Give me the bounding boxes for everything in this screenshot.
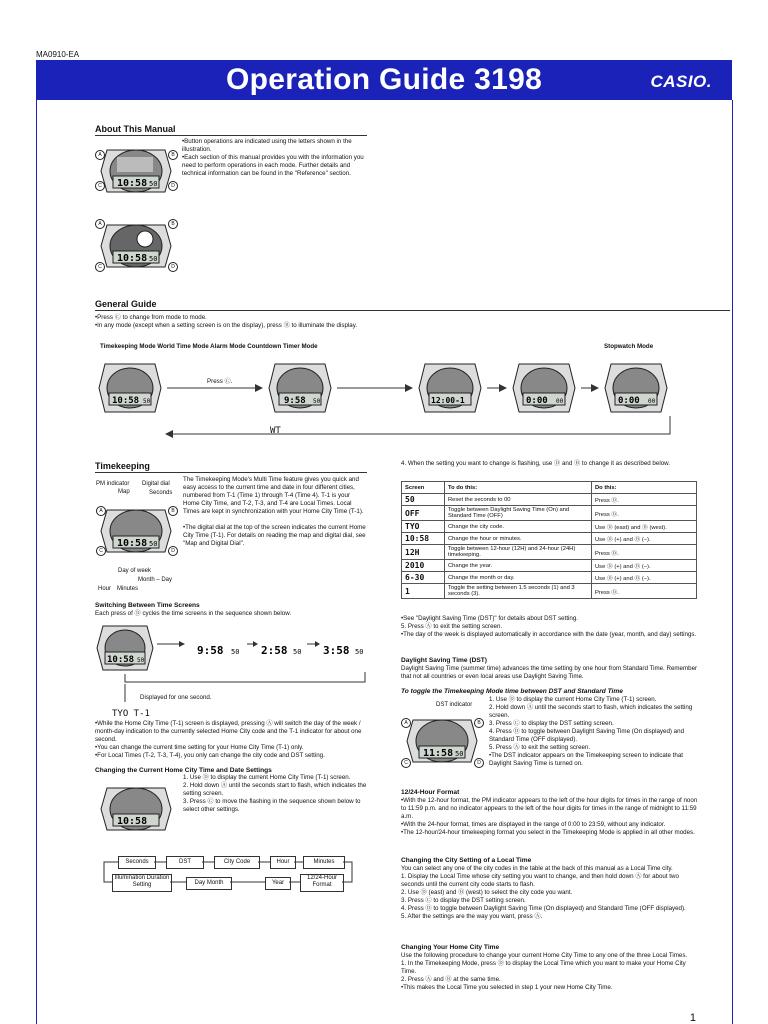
table-cell: 2010 [402, 560, 445, 572]
city-step: 4. Press Ⓓ to toggle between Daylight Saving Time (On displayed) and Standard Time (OFF displayed). [401, 905, 686, 912]
dst-text: Daylight Saving Time (summer time) advances the time setting by one hour from Standard Time. Remember that not all countries or even local areas use Daylight Saving Time. [401, 665, 698, 680]
flow-day-month: Day Month [186, 877, 232, 890]
svg-text:00: 00 [556, 398, 564, 405]
flow-year: Year [265, 877, 291, 890]
time-screens-diagram [95, 622, 375, 712]
table-row [402, 494, 697, 506]
home-step: Use the following procedure to change your current Home City Time to any one of the three Local Times. [401, 952, 688, 959]
casio-logo: CASIO. [650, 72, 712, 91]
dst-heading: Daylight Saving Time (DST) [401, 657, 487, 664]
home-step: 2. Press Ⓐ and Ⓑ at the same time. [401, 976, 501, 983]
button-c: C [401, 758, 411, 768]
after-table-notes [401, 615, 701, 639]
change-step: 3. Press Ⓒ to move the flashing in the sequence shown below to select other settings. [183, 798, 361, 813]
mode-watch-world-time [269, 364, 331, 412]
table-cell: Change the year. [445, 560, 592, 572]
table-cell: 6-30 [402, 572, 445, 584]
watch-illustration-top [95, 140, 177, 202]
general-bullet: •Press Ⓒ to change from mode to mode. [95, 314, 207, 321]
table-header: To do this: [445, 482, 592, 494]
svg-text:50: 50 [137, 657, 145, 664]
button-b: B [168, 219, 178, 229]
dst-step: 4. Press Ⓓ to toggle between Daylight Saving Time (On displayed) and Standard Time (OFF displayed). [489, 728, 685, 743]
step-4-text: 4. When the setting you want to change is flashing, use Ⓓ and Ⓑ to change it as described below. [401, 460, 670, 467]
mode-names: Timekeeping Mode World Time Mode Alarm Mode Countdown Timer Mode [100, 343, 318, 350]
about-rule [95, 135, 367, 136]
home-note: •You can change the current time setting for your Home City Time (T-1) only. [95, 744, 304, 751]
flow-dst: DST [166, 856, 204, 869]
svg-text:50: 50 [231, 648, 240, 656]
dst-step: 3. Press Ⓒ to display the DST setting screen. [489, 720, 614, 727]
svg-text:9:58: 9:58 [284, 396, 306, 406]
svg-text:10:58: 10:58 [117, 816, 148, 827]
change-step: 1. Use Ⓓ to display the current Home City Time (T-1) screen. [183, 774, 351, 781]
timekeeping-rule [95, 472, 367, 473]
button-c: C [95, 262, 105, 272]
city-step: You can select any one of the city codes in the table at the back of this manual as a Local Time city. [401, 865, 673, 872]
table-cell: Change the month or day. [445, 572, 592, 584]
mode-watch-alarm [419, 364, 481, 412]
about-heading: About This Manual [95, 124, 176, 134]
page-title: Operation Guide 3198 [226, 63, 543, 96]
about-bullet: •Each section of this manual provides you with the information you need to perform operations in each mode. Further details and technical information can be found in the "Reference" section. [182, 154, 364, 177]
label-hour: Hour [98, 586, 112, 592]
watch-illustration-dst [401, 710, 483, 772]
button-d: D [474, 758, 484, 768]
h1224-heading: 12/24-Hour Format [401, 789, 460, 796]
svg-text:12:00-1: 12:00-1 [431, 396, 465, 405]
city-steps [401, 865, 701, 921]
city-step: 3. Press Ⓒ to display the DST setting screen. [401, 897, 526, 904]
table-row [402, 506, 697, 521]
table-cell: Press Ⓓ. [592, 506, 697, 521]
table-row [402, 521, 697, 533]
flow-city-code: City Code [214, 856, 260, 869]
table-cell: TYO [402, 521, 445, 533]
table-cell: 50 [402, 494, 445, 506]
dst-toggle-heading: To toggle the Timekeeping Mode time between DST and Standard Time [401, 688, 623, 695]
home-note: •While the Home City Time (T-1) screen is displayed, pressing Ⓐ will switch the day of the week / month-day indication to the currently selected Home City code and the T-1 indicator for about one second. [95, 720, 362, 743]
dst-steps [489, 696, 701, 768]
city-step: 1. Display the Local Time whose city setting you want to change, and then hold down Ⓐ for about two seconds until the current city code starts to flash. [401, 873, 679, 888]
timekeeping-intro: The Timekeeping Mode's Multi Time feature gives you quick and easy access to the current time and date in four different cities, numbered from T-1 (Time 1) through T-4 (Time 4). T-1 is your Home City Time, and T-2, T-3, and T-4 are Local Times. Local Times are kept in synchronization with your Home City Time (T-1). [183, 476, 364, 515]
t1-watch [97, 626, 153, 670]
switch-text: Each press of Ⓓ cycles the time screens in the sequence shown below. [95, 610, 292, 617]
switch-heading: Switching Between Time Screens [95, 602, 200, 609]
button-b: B [474, 718, 484, 728]
button-c: C [96, 546, 106, 556]
table-row [402, 572, 697, 584]
table-row [402, 560, 697, 572]
settings-table [401, 481, 697, 599]
svg-text:10:58: 10:58 [117, 538, 148, 549]
home-step: •This makes the Local Time you selected in step 1 your new Home City Time. [401, 984, 613, 991]
svg-text:00: 00 [648, 398, 656, 405]
flow-minutes: Minutes [303, 856, 345, 869]
svg-text:50: 50 [149, 180, 158, 188]
button-a: A [95, 150, 105, 160]
svg-text:3:58: 3:58 [323, 644, 350, 657]
table-header: Do this: [592, 482, 697, 494]
flow-seconds: Seconds [118, 856, 156, 869]
title-bar [36, 60, 732, 100]
svg-text:11:58: 11:58 [423, 748, 454, 759]
home-heading: Changing Your Home City Time [401, 944, 500, 951]
flow-12-24-format: 12/24-Hour Format [300, 874, 344, 892]
after-table-note: •The day of the week is displayed automatically in accordance with the date (year, month, and day) settings. [401, 631, 697, 638]
svg-text:50: 50 [355, 648, 364, 656]
about-bullet: •Button operations are indicated using the letters shown in the illustration. [182, 138, 352, 153]
button-a: A [96, 506, 106, 516]
table-cell: 12H [402, 545, 445, 560]
table-row [402, 584, 697, 599]
svg-text:0:00: 0:00 [526, 396, 548, 406]
svg-text:50: 50 [313, 398, 321, 405]
svg-text:2:58: 2:58 [261, 644, 288, 657]
svg-text:0:00: 0:00 [618, 396, 640, 406]
general-rule [95, 310, 730, 311]
svg-text:10:58: 10:58 [117, 178, 148, 189]
general-bullet: •In any mode (except when a setting screen is on the display), press Ⓑ to illuminate the display. [95, 322, 358, 329]
flow-hour: Hour [270, 856, 296, 869]
table-cell: Press Ⓓ. [592, 545, 697, 560]
table-cell: 1 [402, 584, 445, 599]
table-header-row [402, 482, 697, 494]
displayed-one-second: Displayed for one second. [140, 694, 212, 701]
svg-text:10:58: 10:58 [112, 396, 140, 406]
button-d: D [168, 262, 178, 272]
timekeeping-heading: Timekeeping [95, 461, 150, 471]
stopwatch-mode-label: Stopwatch Mode [604, 343, 654, 350]
button-a: A [95, 219, 105, 229]
city-heading: Changing the City Setting of a Local Time [401, 857, 532, 864]
table-cell: 10:58 [402, 533, 445, 545]
dst-step: •The DST indicator appears on the Timekeeping screen to indicate that Daylight Saving Time is turned on. [489, 752, 683, 767]
about-bullets [182, 138, 367, 178]
general-heading: General Guide [95, 299, 157, 309]
general-bullets [95, 314, 415, 330]
table-cell: OFF [402, 506, 445, 521]
table-cell: Use Ⓓ (east) and Ⓑ (west). [592, 521, 697, 533]
h1224-note: •The 12-hour/24-hour timekeeping format you select in the Timekeeping Mode is applied in all other modes. [401, 829, 695, 836]
home-step: 1. In the Timekeeping Mode, press Ⓓ to display the Local Time which you want to make your Home City Time. [401, 960, 686, 975]
mode-cycle-diagram [95, 360, 735, 440]
label-minutes: Minutes [117, 586, 139, 592]
button-b: B [168, 150, 178, 160]
change-step: 2. Hold down Ⓐ until the seconds start to flash, which indicates the setting screen. [183, 782, 367, 797]
label-month-day: Month – Day [138, 577, 173, 583]
dst-indicator-label: DST indicator [436, 702, 473, 708]
table-cell: Change the city code. [445, 521, 592, 533]
label-pm-indicator: PM indicator [96, 481, 130, 487]
after-table-note: 5. Press Ⓐ to exit the setting screen. [401, 623, 503, 630]
home-notes [95, 720, 367, 760]
table-cell: Toggle the setting between 1.5 seconds (1) and 3 seconds (3). [445, 584, 592, 599]
dst-step: 1. Use Ⓓ to display the current Home City Time (T-1) screen. [489, 696, 657, 703]
mode-watch-stopwatch [605, 364, 667, 412]
button-d: D [168, 546, 178, 556]
change-heading: Changing the Current Home City Time and Date Settings [95, 767, 272, 774]
button-b: B [168, 506, 178, 516]
watch-illustration-setting [95, 778, 177, 840]
table-cell: Change the hour or minutes. [445, 533, 592, 545]
button-c: C [95, 181, 105, 191]
label-digital-dial: Digital dial [142, 481, 170, 487]
press-c-label: Press Ⓒ. [207, 378, 233, 385]
table-cell: Reset the seconds to 00 [445, 494, 592, 506]
table-row [402, 545, 697, 560]
dst-step: 5. Press Ⓐ to exit the setting screen. [489, 744, 591, 751]
table-cell: Press Ⓓ. [592, 494, 697, 506]
after-table-note: •See "Daylight Saving Time (DST)" for details about DST setting. [401, 615, 579, 622]
mode-watch-timekeeping [99, 364, 161, 412]
svg-text:9:58: 9:58 [197, 644, 224, 657]
svg-text:50: 50 [143, 398, 151, 405]
svg-text:50: 50 [149, 255, 158, 263]
wt-indicator: WT [270, 426, 281, 436]
city-step: 5. After the settings are the way you want, press Ⓐ. [401, 913, 543, 920]
change-steps [183, 774, 367, 814]
label-day-of-week: Day of week [118, 568, 152, 574]
timekeeping-dial-note: •The digital dial at the top of the screen indicates the current Home City Time (T-1). For details on reading the map and digital dial, see "Map and Digital Dial". [183, 524, 366, 547]
watch-illustration-bottom [95, 215, 177, 277]
svg-text:10:58: 10:58 [107, 655, 135, 665]
h1224-note: •With the 24-hour format, times are displayed in the range of 0:00 to 23:59, without any indicator. [401, 821, 666, 828]
svg-text:50: 50 [293, 648, 302, 656]
city-step: 2. Use Ⓓ (east) and Ⓑ (west) to select the city code you want. [401, 889, 573, 896]
mode-watch-countdown [513, 364, 575, 412]
table-cell: Use Ⓓ (+) and Ⓑ (–). [592, 533, 697, 545]
button-d: D [168, 181, 178, 191]
label-seconds: Seconds [149, 490, 173, 496]
tyo-t1-display: TYO T-1 [112, 709, 150, 719]
svg-text:50: 50 [149, 540, 158, 548]
label-map: Map [118, 489, 130, 495]
table-cell: Press Ⓓ. [592, 584, 697, 599]
h1224-notes [401, 797, 701, 837]
dst-step: 2. Hold down Ⓐ until the seconds start to flash, which indicates the setting screen. [489, 704, 693, 719]
watch-illustration-timekeeping [95, 500, 177, 562]
svg-text:50: 50 [455, 750, 464, 758]
page-number: 1 [689, 1012, 696, 1024]
table-row [402, 533, 697, 545]
button-a: A [401, 718, 411, 728]
table-cell: Use Ⓓ (+) and Ⓑ (–). [592, 560, 697, 572]
flow-arrows [100, 858, 360, 894]
table-cell: Use Ⓓ (+) and Ⓑ (–). [592, 572, 697, 584]
h1224-note: •With the 12-hour format, the PM indicator appears to the left of the hour digits for times in the range of noon to 11:59 p.m. and no indicator appears to the left of the hour digits for times in the range of midnight to 11:59 a.m. [401, 797, 698, 820]
table-cell: Toggle between Daylight Saving Time (On) and Standard Time (OFF) [445, 506, 592, 521]
home-note: •For Local Times (T-2, T-3, T-4), you only can change the city code and DST setting. [95, 752, 325, 759]
home-steps [401, 952, 701, 992]
document-code: MA0910-EA [36, 50, 80, 59]
table-cell: Toggle between 12-hour (12H) and 24-hour (24H) timekeeping. [445, 545, 592, 560]
flow-illumination: Illumination Duration Setting [112, 874, 172, 892]
svg-text:10:58: 10:58 [117, 253, 148, 264]
table-header: Screen [402, 482, 445, 494]
